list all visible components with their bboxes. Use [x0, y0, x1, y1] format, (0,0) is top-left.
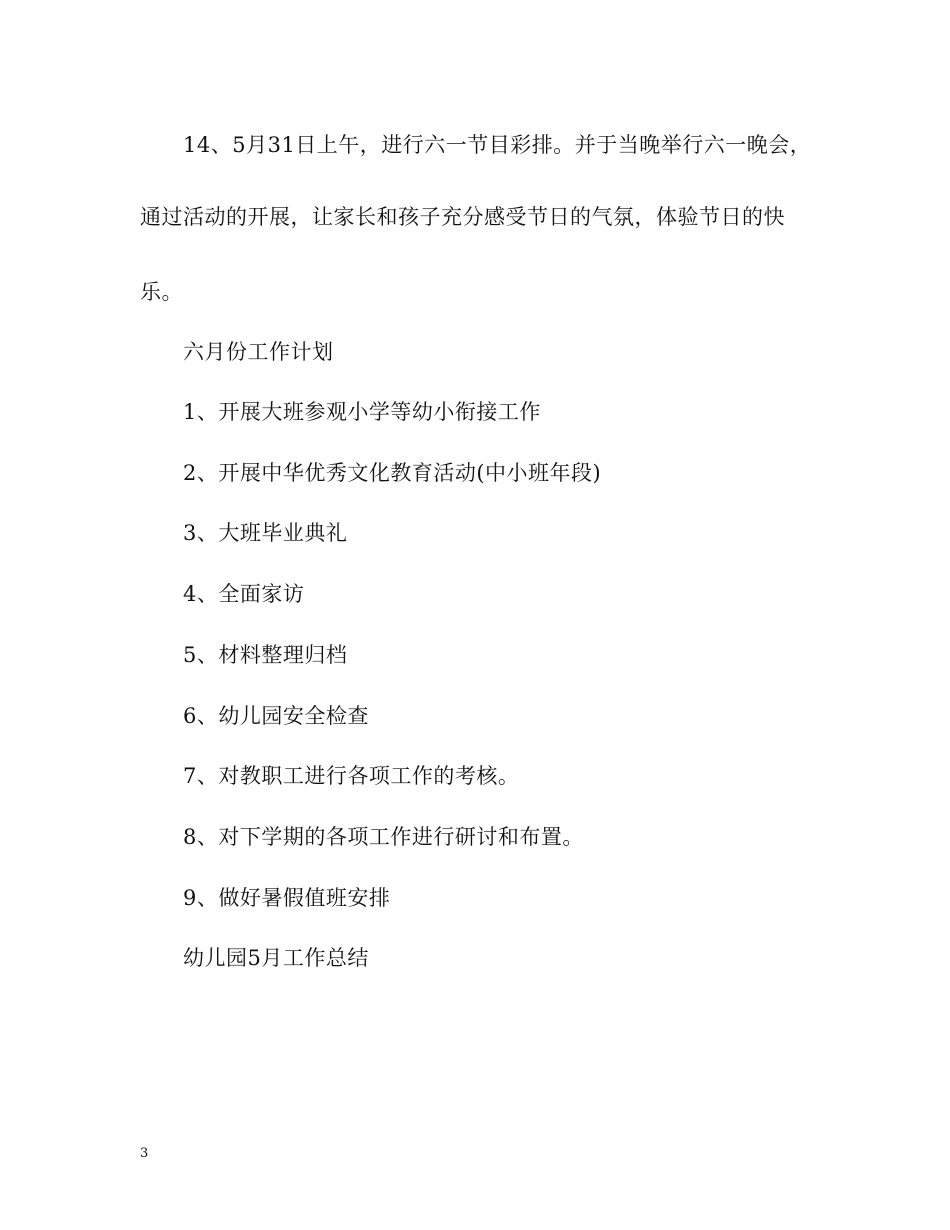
list-item: 4、全面家访: [183, 582, 305, 606]
list-item: 5、材料整理归档: [183, 643, 348, 667]
next-section-heading: 幼儿园5月工作总结: [183, 946, 369, 970]
june-plan-heading: 六月份工作计划: [183, 340, 334, 364]
list-item: 6、幼儿园安全检查: [183, 704, 369, 728]
list-item: 7、对教职工进行各项工作的考核。: [183, 764, 520, 788]
list-item: 2、开展中华优秀文化教育活动(中小班年段): [183, 461, 602, 485]
list-item: 8、对下学期的各项工作进行研讨和布置。: [183, 825, 584, 849]
list-item: 1、开展大班参观小学等幼小衔接工作: [183, 400, 541, 424]
paragraph-14-line-2: 通过活动的开展，让家长和孩子充分感受节日的气氛，体验节日的快: [140, 205, 785, 229]
paragraph-14-line-1: 14、5月31日上午，进行六一节目彩排。并于当晚举行六一晚会，: [183, 133, 812, 157]
list-item: 9、做好暑假值班安排: [183, 886, 391, 910]
paragraph-14-line-3: 乐。: [140, 280, 183, 304]
list-item: 3、大班毕业典礼: [183, 521, 348, 545]
page-number: 3: [140, 1146, 149, 1161]
